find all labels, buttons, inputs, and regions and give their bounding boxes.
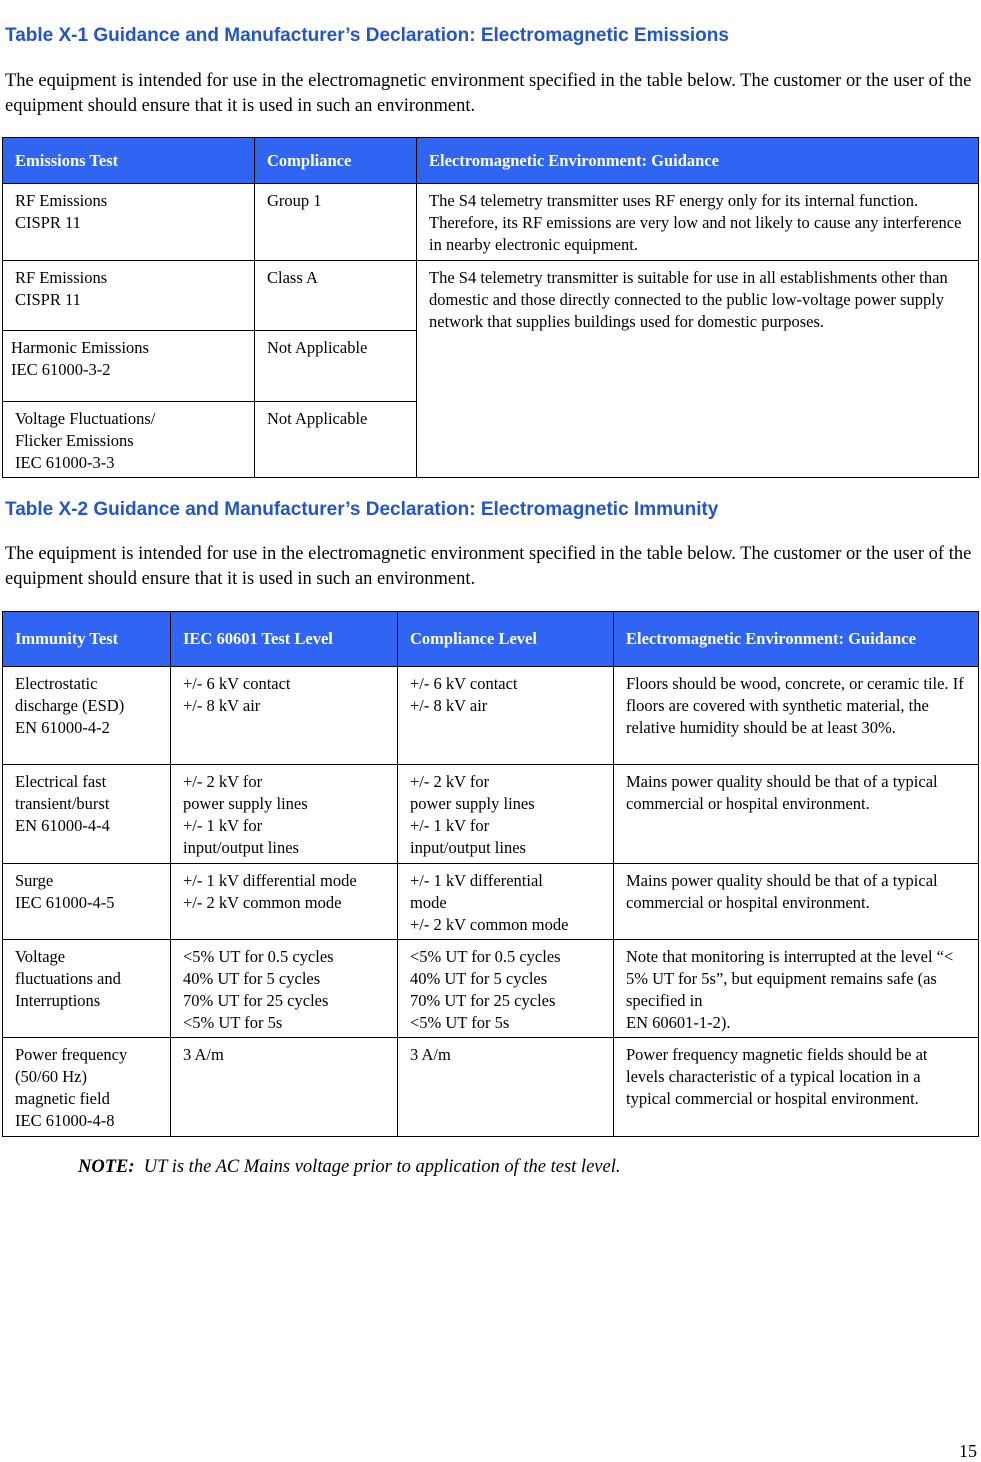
cell-guidance: Power frequency magnetic fields should be at levels characteristic of a typical location in a typical commercial or hospital environment.: [614, 1038, 979, 1137]
table-row: [3, 864, 979, 940]
cell-compliance: Group 1: [255, 184, 417, 261]
table-note: [78, 1157, 620, 1178]
table-row: [3, 261, 979, 331]
cell-test: Electrical fast transient/burst EN 61000-4-4: [3, 765, 171, 864]
cell-test: Voltage fluctuations and Interruptions: [3, 940, 171, 1038]
table-header-row: [3, 138, 979, 184]
cell-compliance: Not Applicable: [255, 331, 417, 402]
table-row: [3, 667, 979, 765]
col-header: Compliance: [255, 138, 417, 184]
cell-guidance: The S4 telemetry transmitter uses RF energy only for its internal function. Therefore, its RF emissions are very low and not likely to cause any interference in nearby electronic equipment.: [417, 184, 979, 261]
col-header: IEC 60601 Test Level: [171, 612, 398, 667]
cell-level: 3 A/m: [171, 1038, 398, 1137]
table-row: [3, 1038, 979, 1137]
cell-test: Electrostatic discharge (ESD) EN 61000-4-2: [3, 667, 171, 765]
immunity-table: [2, 611, 979, 1137]
note-text: UT is the AC Mains voltage prior to application of the test level.: [143, 1157, 621, 1177]
cell-test: RF Emissions CISPR 11: [3, 184, 255, 261]
cell-compliance: +/- 1 kV differential mode +/- 2 kV common mode: [398, 864, 614, 940]
cell-compliance: +/- 2 kV for power supply lines +/- 1 kV for input/output lines: [398, 765, 614, 864]
col-header: Electromagnetic Environment: Guidance: [614, 612, 979, 667]
cell-test: Voltage Fluctuations/ Flicker Emissions IEC 61000-3-3: [3, 402, 255, 478]
cell-guidance: Mains power quality should be that of a typical commercial or hospital environment.: [614, 864, 979, 940]
table2-heading: Table X-2 Guidance and Manufacturer’s Declaration: Electromagnetic Immunity: [5, 499, 719, 520]
note-label: NOTE:: [78, 1157, 135, 1177]
table-header-row: [3, 612, 979, 667]
cell-level: +/- 6 kV contact +/- 8 kV air: [171, 667, 398, 765]
table-row: [3, 184, 979, 261]
cell-compliance: 3 A/m: [398, 1038, 614, 1137]
cell-guidance: Mains power quality should be that of a typical commercial or hospital environment.: [614, 765, 979, 864]
cell-test: Harmonic Emissions IEC 61000-3-2: [3, 331, 255, 402]
emissions-table: [2, 137, 979, 478]
col-header: Emissions Test: [3, 138, 255, 184]
col-header: Electromagnetic Environment: Guidance: [417, 138, 979, 184]
cell-guidance: Note that monitoring is interrupted at the level “< 5% UT for 5s”, but equipment remains safe (as specified in EN 60601-1-2).: [614, 940, 979, 1038]
cell-level: <5% UT for 0.5 cycles 40% UT for 5 cycles 70% UT for 25 cycles <5% UT for 5s: [171, 940, 398, 1038]
cell-compliance: +/- 6 kV contact +/- 8 kV air: [398, 667, 614, 765]
cell-test: Surge IEC 61000-4-5: [3, 864, 171, 940]
col-header: Immunity Test: [3, 612, 171, 667]
cell-level: +/- 1 kV differential mode +/- 2 kV common mode: [171, 864, 398, 940]
cell-guidance: The S4 telemetry transmitter is suitable for use in all establishments other than domestic and those directly connected to the public low-voltage power supply network that supplies buildings used for domestic purposes.: [417, 261, 979, 478]
page-number: 15: [959, 1441, 977, 1461]
table1-heading: Table X-1 Guidance and Manufacturer’s Declaration: Electromagnetic Emissions: [5, 25, 729, 46]
cell-guidance: Floors should be wood, concrete, or ceramic tile. If floors are covered with synthetic material, the relative humidity should be at least 30%.: [614, 667, 979, 765]
table-row: [3, 940, 979, 1038]
cell-test: RF Emissions CISPR 11: [3, 261, 255, 331]
col-header: Compliance Level: [398, 612, 614, 667]
table2-intro: The equipment is intended for use in the electromagnetic environment specified in the table below. The customer or the user of the equipment should ensure that it is used in such an environment.: [5, 544, 972, 589]
table1-intro: The equipment is intended for use in the electromagnetic environment specified in the table below. The customer or the user of the equipment should ensure that it is used in such an environment.: [5, 71, 972, 116]
cell-compliance: <5% UT for 0.5 cycles 40% UT for 5 cycles 70% UT for 25 cycles <5% UT for 5s: [398, 940, 614, 1038]
table-row: [3, 765, 979, 864]
cell-compliance: Not Applicable: [255, 402, 417, 478]
cell-test: Power frequency (50/60 Hz) magnetic field IEC 61000-4-8: [3, 1038, 171, 1137]
cell-level: +/- 2 kV for power supply lines +/- 1 kV for input/output lines: [171, 765, 398, 864]
cell-compliance: Class A: [255, 261, 417, 331]
